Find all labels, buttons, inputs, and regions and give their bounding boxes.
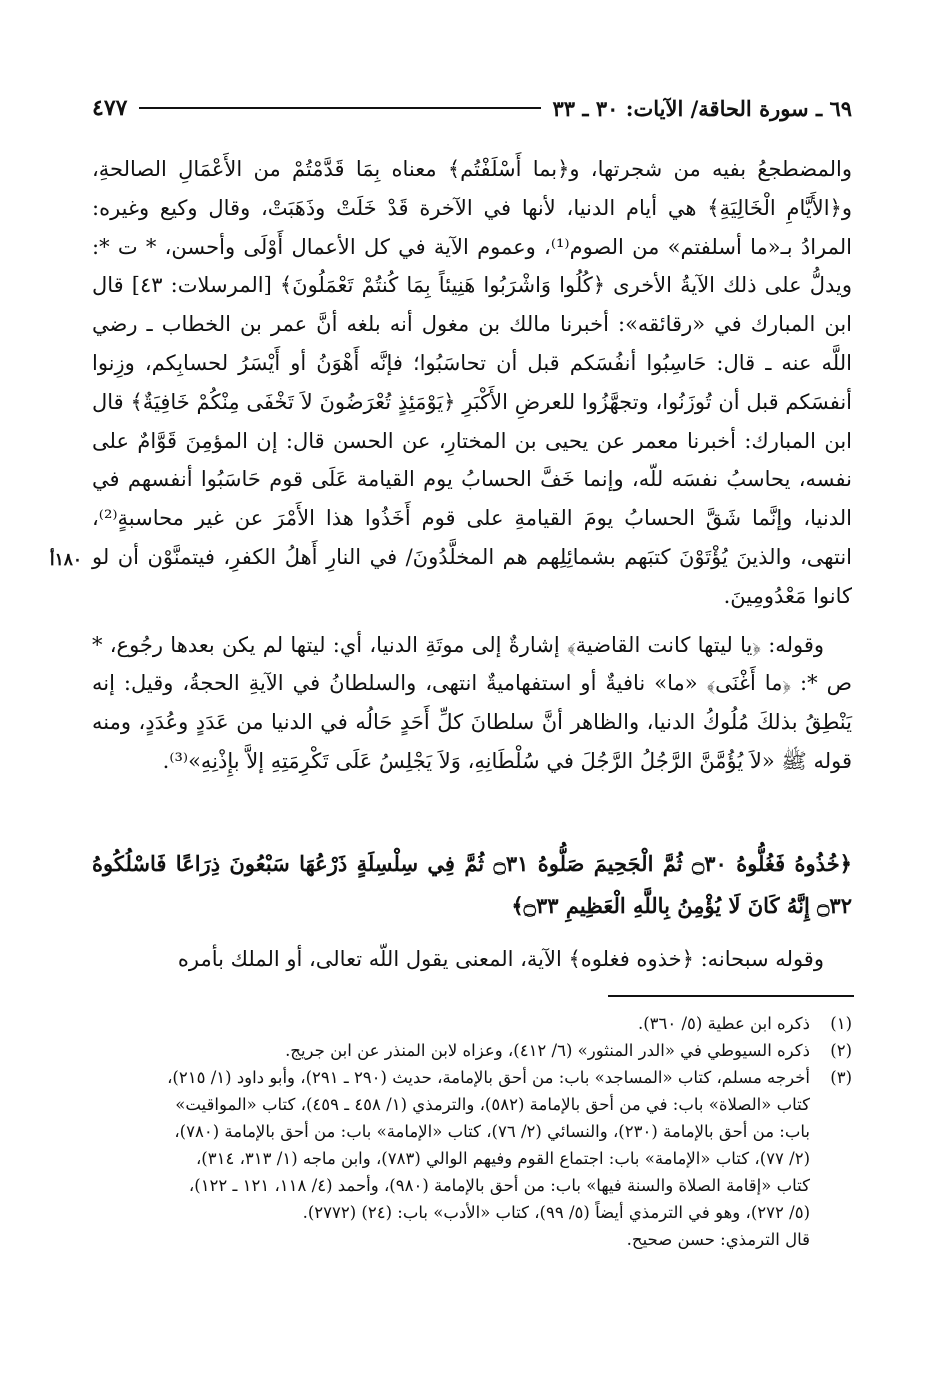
running-title: ٦٩ ـ سورة الحاقة/ الآيات: ٣٠ ـ ٣٣ [552, 95, 852, 121]
footnote-text [92, 1037, 810, 1064]
footnote-3 [92, 1064, 852, 1253]
quran-verse-block: ﴿خُذُوهُ فَغُلُّوهُ ۝٣٠ ثُمَّ الْجَحِيمَ صَلُّوهُ ۝٣١ ثُمَّ فِي سِلْسِلَةٍ ذَرْعُهَا سَبْعُونَ ذِرَاعًا فَاسْلُكُوهُ ۝٣٢ إِنَّهُ كَانَ لَا يُؤْمِنُ بِاللَّهِ الْعَظِيمِ ۝٣٣﴾ [92, 851, 852, 918]
footnote-line: ذكره السيوطي في «الدر المنثور» (٦/ ٤١٢)، وعزاه لابن المنذر عن ابن جريج. [285, 1041, 810, 1060]
header-rule [139, 107, 540, 109]
footnote-text [92, 1010, 810, 1037]
footnote-line: أخرجه مسلم، كتاب «المساجد» باب: من أحق بالإمامة، حديث (٢٩٠ ـ ٢٩١)، وأبو داود (١/ ٢١٥)، [167, 1068, 810, 1087]
footnote-line: كتاب «الصلاة» باب: في من أحق بالإمامة (٥٨٢)، والترمذي (١/ ٤٥٨ ـ ٤٥٩)، كتاب «المواقيت» [175, 1095, 810, 1114]
footnote-line: (٥/ ٢٧٢)، وهو في الترمذي أيضاً (٥/ ٩٩)، كتاب «الأدب» باب: (٢٤) (٢٧٧٢). [302, 1203, 810, 1222]
footnote-2 [92, 1037, 852, 1064]
footnote-number: (١) [830, 1014, 852, 1033]
page-header [92, 88, 852, 128]
footnote-line: باب: من أحق بالإمامة (٢٣٠)، والنسائي (٢/ ٧٦)، كتاب «الإمامة» باب: من أحق بالإمامة (٧٨٠)، [174, 1122, 810, 1141]
paragraph-3: وقوله سبحانه: ﴿خذوه فغلوه﴾ الآية، المعنى يقول اللّه تعالى، أو الملك بأمره [177, 947, 824, 971]
footnote-divider [608, 995, 854, 997]
footnote-line: كتاب «إقامة الصلاة والسنة فيها» باب: من أحق بالإمامة (٩٨٠)، وأحمد (٤/ ١١٨، ١٢١ ـ ١٢٢)، [188, 1176, 810, 1195]
paragraph-2: وقوله: ﴿يا ليتها كانت القاضية﴾ إشارةٌ إلى موتَةِ الدنيا، أي: ليتها لم يكن بعدها رجُوع، * ص *: ﴿ما أَغْنَى﴾ «ما» نافيةٌ أو استفهاميةٌ انتهى، والسلطانُ في الآيةِ الحجةُ، وقيل: إنه يَنْطِقُ بذلكَ مُلُوكُ الدنيا، والظاهر أنَّ سلطانَ كلِّ أَحَدٍ حَالُه في الدنيا من عَدَدٍ وعُدَدٍ، ومنه قوله ﷺ «لاَ يُؤُمَّنَّ الرَّجُلُ الرَّجُلَ في سُلْطَانِهِ، وَلاَ يَجْلِسُ عَلَى تَكْرِمَتِهِ إلاَّ بإِذْنِهِ»⁽³⁾. [92, 632, 852, 773]
footnote-line: قال الترمذي: حسن صحيح. [626, 1230, 810, 1249]
margin-folio-note: ١٨٠أ [49, 550, 83, 570]
footnote-text [92, 1064, 810, 1253]
main-text [92, 150, 852, 781]
paragraph-1: والمضطجعُ بفيه من شجرتها، و﴿بما أَسْلَفْتُم﴾ معناه بِمَا قَدَّمْتُمْ من الأَعْمَالِ الصالحةِ، و﴿الأَيَّامِ الْخَالِيَةِ﴾ هي أيام الدنيا، لأنها في الآخرة قَدْ خَلَتْ وذَهَبَتْ، وقال وكيع وغيره: المرادُ بـ«ما أسلفتم» من الصوم⁽¹⁾، وعموم الآية في كل الأعمال أَوْلَى وأحسن، * ت *: ويدلُّ على ذلك الآيةُ الأخرى ﴿كُلُوا وَاشْرَبُوا هَنِيئاً بِمَا كُنتُمْ تَعْمَلُونَ﴾ [المرسلات: ٤٣] قال ابن المبارك في «رقائقه»: أخبرنا مالك بن مغول أنه بلغه أنَّ عمر بن الخطاب ـ رضي اللَّه عنه ـ قال: حَاسِبُوا أنفُسَكم قبل أن تحاسَبُوا؛ فإنَّه أَهْوَنُ أو أَيْسَرُ لحسابِكم، وزِنوا أنفسَكم قبل أن تُوزَنُوا، وتجهَّزُوا للعرضِ الأَكْبَرِ ﴿يَوْمَئِذٍ تُعْرَضُونَ لاَ تَخْفَى مِنْكُمْ خَافِيَةٌ﴾ قال ابن المبارك: أخبرنا معمر عن يحيى بن المختارِ، عن الحسن قال: إن المؤمِنَ قَوَّامٌ على نفسه، يحاسبُ نفسَه للّه، وإنما خَفَّ الحسابُ يوم القيامة عَلَى قوم حَاسَبُوا أنفسهم في الدنيا، وإنَّما شَقَّ الحسابُ يومَ القيامةِ على قوم أَخَذُوا هذا الأَمْرَ عن غير محاسبةٍ⁽²⁾، انتهى، والذينَ يُؤْتَوْنَ كتبَهم بشمائِلِهم هم المخلَّدُونَ/ في النارِ أَهلُ الكفرِ، فيتمنَّوْن أن لو كانوا مَعْدُومِينَ. [92, 157, 852, 608]
footnote-number: (٣) [830, 1068, 852, 1087]
footnotes [92, 1010, 852, 1253]
page-number: ٤٧٧ [92, 95, 128, 121]
footnote-number: (٢) [830, 1041, 852, 1060]
footnote-1 [92, 1010, 852, 1037]
footnote-line: ذكره ابن عطية (٥/ ٣٦٠). [637, 1014, 810, 1033]
footnote-line: (٢/ ٧٧)، كتاب «الإمامة» باب: اجتماع القوم وفيهم الوالي (٧٨٣)، وابن ماجه (١/ ٣١٣، ٣١٤)، [195, 1149, 810, 1168]
